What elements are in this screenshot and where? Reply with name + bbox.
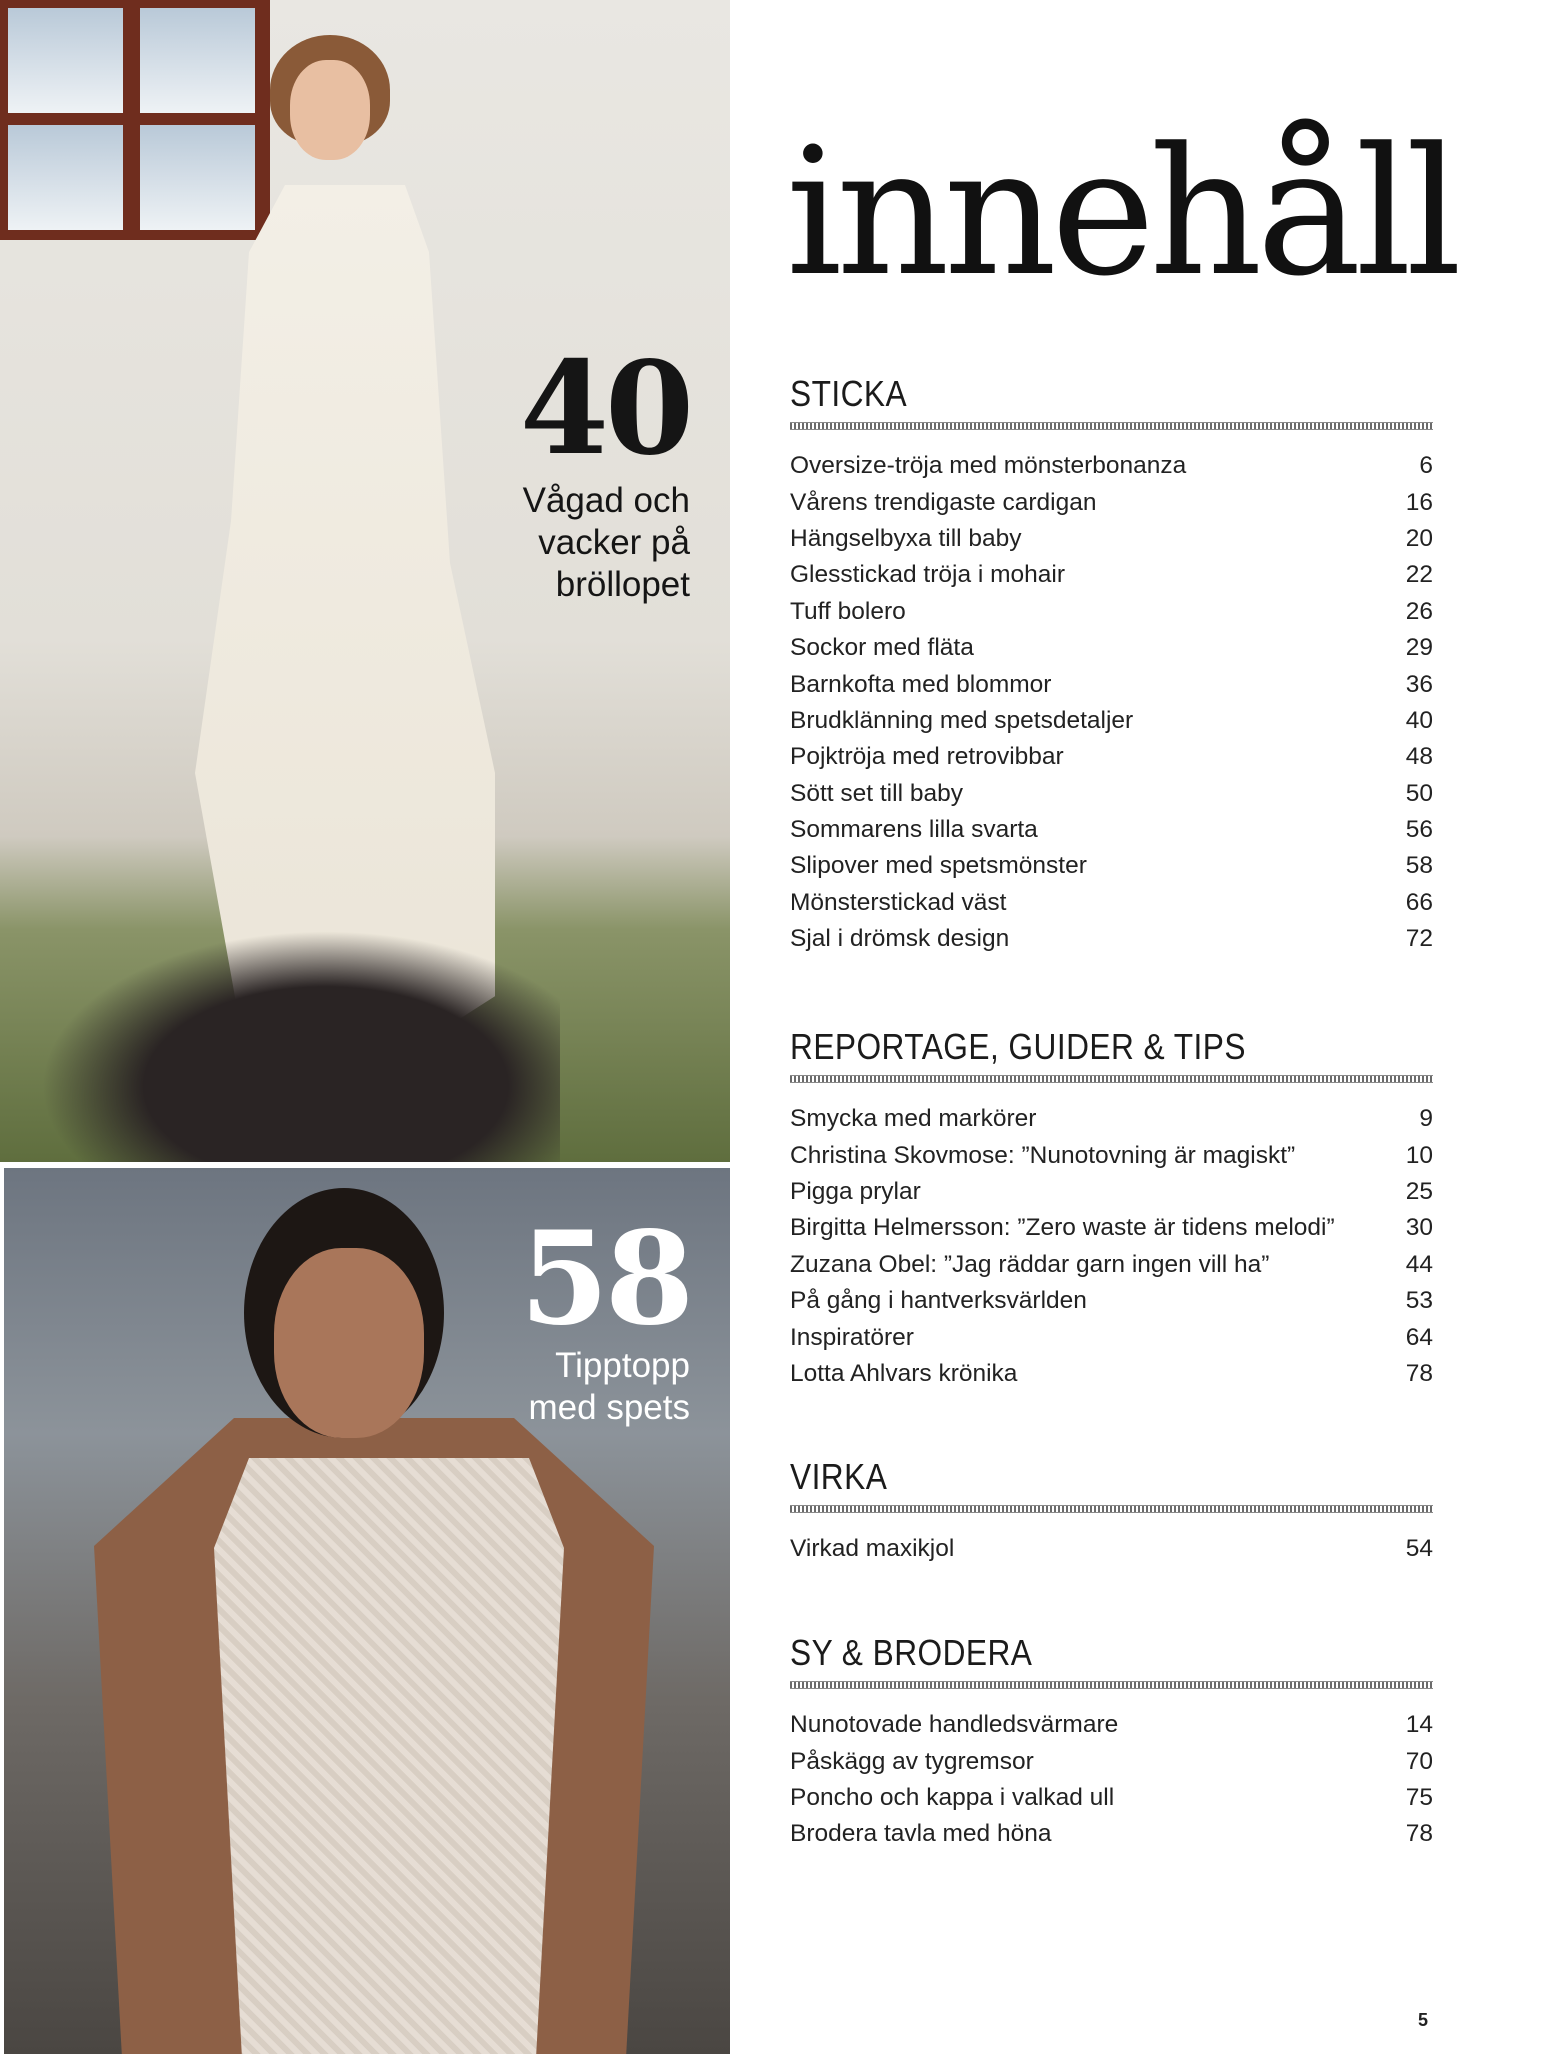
feature-caption-line: med spets	[528, 1388, 690, 1427]
toc-entry-page: 70	[1405, 1747, 1433, 1775]
toc-entry[interactable]	[790, 885, 1433, 921]
toc-entry-page: 6	[1419, 452, 1433, 480]
toc-entry-page: 14	[1405, 1711, 1433, 1739]
toc-entry[interactable]	[790, 1743, 1433, 1779]
toc-entry[interactable]	[790, 1319, 1433, 1355]
feature-caption	[523, 480, 690, 606]
woman-face	[274, 1248, 424, 1438]
toc-entry-title: Påskägg av tygremsor	[790, 1747, 1034, 1775]
toc-entry[interactable]	[790, 1174, 1433, 1210]
bride-face	[290, 60, 370, 160]
toc-entry[interactable]	[790, 776, 1433, 812]
toc-entry[interactable]	[790, 594, 1433, 630]
toc-entry[interactable]	[790, 1531, 1433, 1567]
toc-list	[790, 448, 1433, 957]
toc-entry-page: 53	[1405, 1287, 1433, 1315]
toc-entry-title: Birgitta Helmersson: ”Zero waste är tidens melodi”	[790, 1214, 1335, 1242]
section-divider	[790, 1075, 1433, 1083]
page-number: 5	[1418, 2010, 1429, 2030]
toc-entry-page: 48	[1405, 743, 1433, 771]
toc-entry[interactable]	[790, 1356, 1433, 1392]
toc-entry-page: 64	[1405, 1323, 1433, 1351]
toc-entry-page: 9	[1419, 1105, 1433, 1133]
toc-entry[interactable]	[790, 848, 1433, 884]
toc-entry[interactable]	[790, 1707, 1433, 1743]
toc-entry[interactable]	[790, 703, 1433, 739]
toc-entry-page: 66	[1405, 888, 1433, 916]
feature-caption-line: Vågad och	[522, 481, 690, 520]
toc-list	[790, 1531, 1433, 1567]
toc-entry-title: Sommarens lilla svarta	[790, 816, 1038, 844]
window-frame	[0, 0, 270, 240]
toc-entry[interactable]	[790, 448, 1433, 484]
toc-entry-title: Brodera tavla med höna	[790, 1820, 1052, 1848]
toc-entry-title: Oversize-tröja med mönsterbonanza	[790, 452, 1187, 480]
toc-entry[interactable]	[790, 1780, 1433, 1816]
toc-entry-page: 40	[1405, 706, 1433, 734]
feature-caption	[529, 1345, 690, 1429]
toc-entry[interactable]	[790, 921, 1433, 957]
toc-entry-title: Smycka med markörer	[790, 1105, 1037, 1133]
page-title: innehåll	[786, 110, 1457, 315]
toc-entry-page: 72	[1405, 925, 1433, 953]
toc-entry-page: 56	[1405, 816, 1433, 844]
toc-entry[interactable]	[790, 521, 1433, 557]
section-divider	[790, 1681, 1433, 1689]
toc-entry-page: 75	[1405, 1783, 1433, 1811]
knitted-lace-top	[214, 1458, 564, 2054]
toc-entry[interactable]	[790, 739, 1433, 775]
toc-list	[790, 1707, 1433, 1853]
toc-entry[interactable]	[790, 666, 1433, 702]
toc-entry-page: 26	[1405, 597, 1433, 625]
section-heading: STICKA	[790, 373, 908, 414]
feature-caption-line: bröllopet	[555, 565, 690, 604]
toc-entry-title: Poncho och kappa i valkad ull	[790, 1783, 1115, 1811]
feature-page-number: 40	[519, 334, 690, 484]
toc-entry-title: Nunotovade handledsvärmare	[790, 1711, 1119, 1739]
toc-entry[interactable]	[790, 1816, 1433, 1852]
toc-entry-page: 78	[1405, 1820, 1433, 1848]
toc-entry-title: Hängselbyxa till baby	[790, 524, 1022, 552]
toc-entry-title: Pigga prylar	[790, 1177, 921, 1205]
feature-caption-line: Tipptopp	[555, 1346, 690, 1385]
toc-entry-page: 36	[1405, 670, 1433, 698]
toc-entry-page: 16	[1405, 488, 1433, 516]
toc-section	[790, 1631, 1433, 1853]
toc-entry-page: 20	[1405, 524, 1433, 552]
toc-section	[790, 1025, 1433, 1392]
toc-entry-page: 10	[1405, 1141, 1433, 1169]
toc-entry-title: Brudklänning med spetsdetaljer	[790, 706, 1134, 734]
feature-caption-line: vacker på	[538, 523, 690, 562]
toc-entry-title: Sjal i drömsk design	[790, 925, 1010, 953]
toc-entry[interactable]	[790, 1101, 1433, 1137]
toc-entry[interactable]	[790, 630, 1433, 666]
section-divider	[790, 1505, 1433, 1513]
toc-entry[interactable]	[790, 812, 1433, 848]
toc-entry-title: Pojktröja med retrovibbar	[790, 743, 1064, 771]
toc-entry[interactable]	[790, 484, 1433, 520]
toc-section	[790, 372, 1433, 957]
section-heading: VIRKA	[790, 1456, 888, 1497]
toc-entry[interactable]	[790, 557, 1433, 593]
toc-entry-page: 29	[1405, 634, 1433, 662]
toc-entry-title: Sött set till baby	[790, 779, 963, 807]
toc-entry[interactable]	[790, 1247, 1433, 1283]
toc-entry-title: Lotta Ahlvars krönika	[790, 1359, 1018, 1387]
toc-section	[790, 1455, 1433, 1567]
toc-entry-page: 25	[1405, 1177, 1433, 1205]
toc-entry-title: Tuff bolero	[790, 597, 906, 625]
toc-entry-page: 44	[1405, 1250, 1433, 1278]
toc-entry-title: Slipover med spetsmönster	[790, 852, 1087, 880]
photo-column	[0, 0, 730, 2054]
toc-entry-page: 30	[1405, 1214, 1433, 1242]
bride-dress	[195, 185, 495, 1025]
section-divider	[790, 422, 1433, 430]
toc-entry-title: Inspiratörer	[790, 1323, 914, 1351]
toc-entry[interactable]	[790, 1283, 1433, 1319]
toc-entry[interactable]	[790, 1137, 1433, 1173]
toc-entry-page: 50	[1405, 779, 1433, 807]
toc-entry-title: Christina Skovmose: ”Nunotovning är magiskt”	[790, 1141, 1296, 1169]
dog	[40, 930, 560, 1162]
section-heading: SY & BRODERA	[790, 1632, 1033, 1673]
toc-entry-title: Glesstickad tröja i mohair	[790, 561, 1066, 589]
feature-page-number: 58	[519, 1204, 690, 1354]
toc-entry-title: Virkad maxikjol	[790, 1535, 955, 1563]
toc-entry-title: Zuzana Obel: ”Jag räddar garn ingen vill ha”	[790, 1250, 1270, 1278]
toc-entry-page: 58	[1405, 852, 1433, 880]
toc-entry-page: 22	[1405, 561, 1433, 589]
toc-entry-title: Vårens trendigaste cardigan	[790, 488, 1097, 516]
toc-entry-title: Mönsterstickad väst	[790, 888, 1007, 916]
toc-entry[interactable]	[790, 1210, 1433, 1246]
toc-entry-page: 78	[1405, 1359, 1433, 1387]
toc-entry-title: På gång i hantverksvärlden	[790, 1287, 1087, 1315]
toc-entry-page: 54	[1405, 1535, 1433, 1563]
toc-entry-title: Barnkofta med blommor	[790, 670, 1052, 698]
toc-list	[790, 1101, 1433, 1392]
section-heading: REPORTAGE, GUIDER & TIPS	[790, 1026, 1246, 1067]
toc-entry-title: Sockor med fläta	[790, 634, 974, 662]
